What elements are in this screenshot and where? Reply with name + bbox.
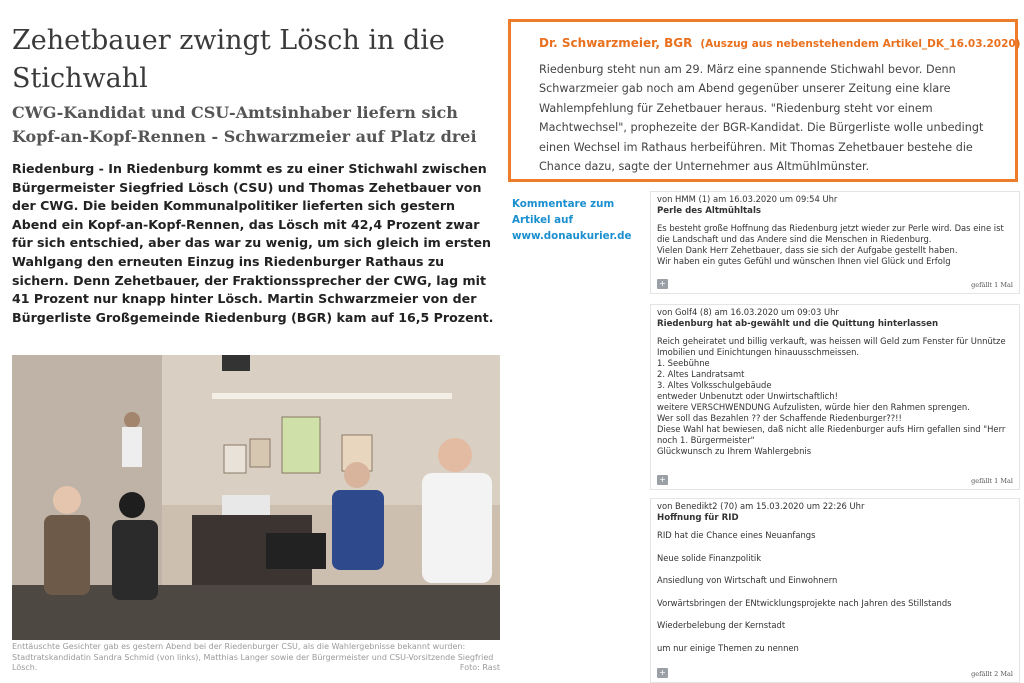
comment-line: 3. Altes Volksschulgebäude — [657, 380, 772, 390]
comment-line: Vielen Dank Herr Zehetbauer, dass sie sich der Aufgabe gestellt haben. — [657, 245, 958, 255]
article-subtitle: CWG-Kandidat und CSU-Amtsinhaber liefern sich Kopf-an-Kopf-Rennen - Schwarzmeier auf Platz drei — [12, 103, 477, 146]
comment-line: Diese Wahl hat bewiesen, daß nicht alle Riedenburger aufs Hirn gefallen sind "Herr noch 1. Bürgermeister" — [657, 424, 1006, 445]
comment-line: Wiederbelebung der Kernstadt — [657, 620, 786, 631]
comment-title: Riedenburg hat ab-gewählt und die Quittung hinterlassen — [657, 319, 939, 329]
quote-author: Dr. Schwarzmeier, BGR — [539, 36, 693, 50]
comment-line: Wer soll das Bezahlen ?? der Schaffende Riedenburger??!! — [657, 413, 902, 423]
article-title: Zehetbauer zwingt Lösch in die Stichwahl — [12, 25, 445, 94]
plus-icon[interactable]: + — [657, 668, 668, 678]
comment-title: Hoffnung für RID — [657, 513, 739, 523]
comment-card — [650, 191, 1020, 294]
comment-line: RID hat die Chance eines Neuanfangs — [657, 530, 816, 540]
likes-count[interactable]: gefällt 1 Mal — [971, 477, 1013, 485]
comment-body — [657, 530, 1013, 654]
photo-credit: Foto: Rast — [459, 663, 500, 672]
photo-caption — [12, 642, 500, 674]
comment-line: 1. Seebühne — [657, 358, 710, 368]
comment-card — [650, 498, 1020, 683]
comments-section-label[interactable]: Kommentare zum Artikel auf www.donaukurier.de — [512, 198, 632, 242]
comment-body — [657, 336, 1013, 457]
article-lead: Riedenburg - In Riedenburg kommt es zu einer Stichwahl zwischen Bürgermeister Siegfried Lösch (CSU) und Thomas Zehetbauer von der CWG. Die beiden Kommunalpolitiker lieferten sich gestern Abend ein Kopf-an-Kopf-Rennen, das Lösch mit 42,4 Prozent zwar für sich entschied, aber das war zu wenig, um sich gleich im ersten Wahlgang den erneuten Einzug ins Riedenburger Rathaus zu sichern. Denn Zehetbauer, der Fraktionssprecher der CWG, lag mit 41 Prozent nur knapp hinter Lösch. Martin Schwarzmeier von der Bürgerliste Großgemeinde Riedenburg (BGR) kam auf 16,5 Prozent. — [12, 161, 494, 325]
plus-icon[interactable]: + — [657, 279, 668, 289]
photo-caption-text: Enttäuschte Gesichter gab es gestern Abend bei der Riedenburger CSU, als die Wahlergebnisse bekannt wurden: Stadtratskandidatin Sandra Schmid (von links), Matthias Langer sowie der Bürgermeister und CSU-Vorsitzende Siegfried Lösch. — [12, 642, 494, 672]
comment-line: Reich geheiratet und billig verkauft, was heissen will Geld zum Fenster für Unnütze Imobilien und Einichtungen hinauusschmeissen. — [657, 336, 1006, 357]
quote-header — [539, 36, 1021, 50]
comment-line: weitere VERSCHWENDUNG Aufzulisten, würde hier den Rahmen sprengen. — [657, 402, 970, 412]
comment-card — [650, 304, 1020, 490]
comment-line: um nur einige Themen zu nennen — [657, 642, 799, 653]
comment-line: Es besteht große Hoffnung das Riedenburg jetzt wieder zur Perle wird. Das eine ist die Landschaft und das Andere sind die Menschen in Riedenburg. — [657, 223, 1004, 244]
comment-meta: von Benedikt2 (70) am 15.03.2020 um 22:26 Uhr — [657, 501, 865, 511]
likes-count[interactable]: gefällt 2 Mal — [971, 670, 1013, 678]
comment-line: Ansiedlung von Wirtschaft und Einwohnern — [657, 575, 838, 586]
comment-line: Wir haben ein gutes Gefühl und wünschen Ihnen viel Glück und Erfolg — [657, 256, 951, 266]
comment-meta: von HMM (1) am 16.03.2020 um 09:54 Uhr — [657, 194, 838, 204]
comment-line: Vorwärtsbringen der ENtwicklungsprojekte nach Jahren des Stillstands — [657, 597, 952, 608]
plus-icon[interactable]: + — [657, 475, 668, 485]
comment-line: entweder Unbenutzt oder Unwirtschaftlich! — [657, 391, 838, 401]
comment-line: Neue solide Finanzpolitik — [657, 552, 762, 563]
comment-line: 2. Altes Landratsamt — [657, 369, 745, 379]
article-photo — [12, 355, 500, 640]
comment-line: Glückwunsch zu Ihrem Wahlergebnis — [657, 446, 812, 456]
comment-title: Perle des Altmühltals — [657, 206, 762, 216]
comment-meta: von Golf4 (8) am 16.03.2020 um 09:03 Uhr — [657, 307, 839, 317]
likes-count[interactable]: gefällt 1 Mal — [971, 281, 1013, 289]
quote-source: (Auszug aus nebenstehendem Artikel_DK_16.03.2020) — [700, 38, 1021, 50]
quote-box — [508, 19, 1021, 182]
comment-body — [657, 223, 1013, 267]
quote-text: Riedenburg steht nun am 29. März eine spannende Stichwahl bevor. Denn Schwarzmeier gab noch am Abend gegenüber unserer Zeitung eine klare Wahlempfehlung für Zehetbauer heraus. "Riedenburg steht vor einem Machtwechsel", prophezeite der BGR-Kandidat. Die Bürgerliste wolle unbedingt einen Wechsel im Rathaus herbeiführen. Mit Thomas Zehetbauer bestehe die Chance dazu, sagte der Unternehmer aus Altmühlmünster. — [539, 63, 984, 174]
